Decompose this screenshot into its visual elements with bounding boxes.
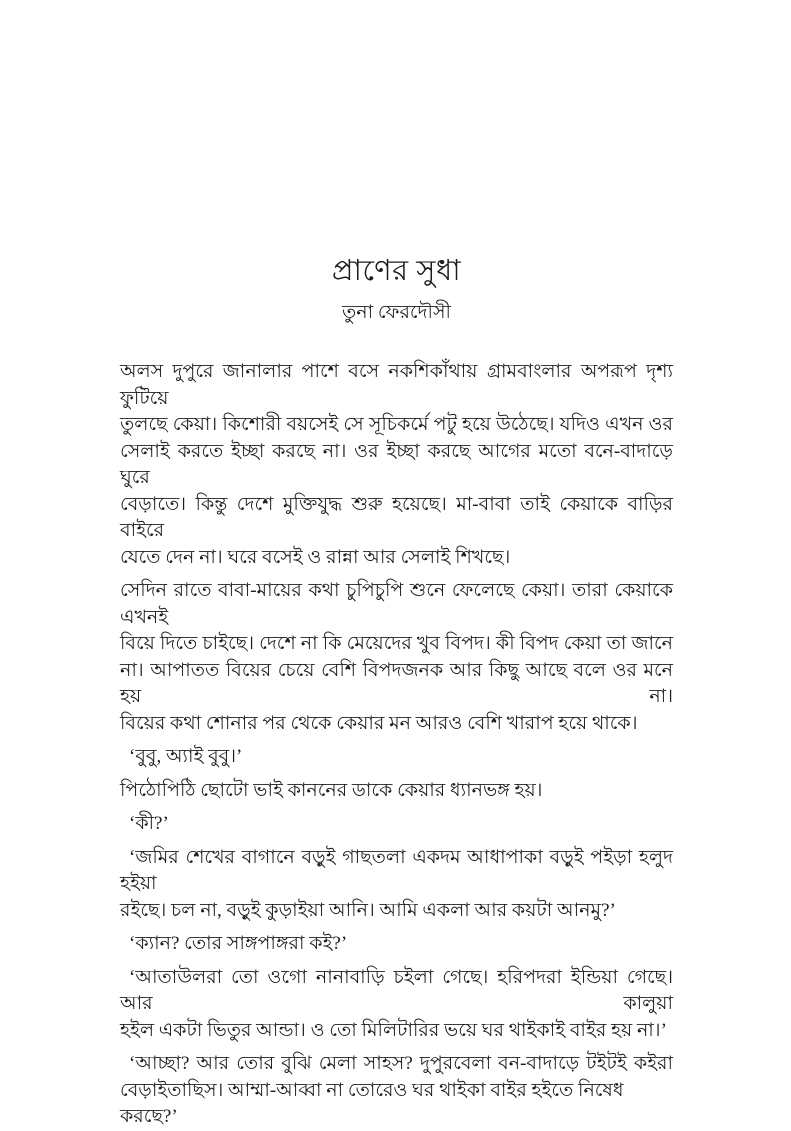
text-line: বিয়ে দিতে চাইছে। দেশে না কি মেয়েদের খুব বিপদ। কী বিপদ কেয়া তা জানে	[120, 633, 673, 654]
text-line: বিয়ের কথা শোনার পর থেকে কেয়ার মন আরও বেশি খারাপ হয়ে থাকে।	[120, 712, 638, 734]
text-line: পিঠোপিঠি ছোটো ভাই কাননের ডাকে কেয়ার ধ্যানভঙ্গ হয়।	[120, 779, 543, 801]
text-line: না। আপাতত বিয়ের চেয়ে বেশি বিপদজনক আর কিছু আছে বলে ওর মনে হয় না।	[120, 659, 673, 707]
text-line: ‘ক্যান? তোর সাঙ্গপাঙ্গরা কই?’	[129, 933, 348, 954]
dialogue-paragraph	[120, 965, 673, 1045]
text-line: ‘বুবু, অ্যাই বুবু।’	[129, 746, 243, 767]
text-line: বেড়াইতাছিস। আম্মা-আব্বা না তোরেও ঘর থাইকা বাইর হইতে নিষেধ করছে?’	[120, 1079, 624, 1127]
text-line: সেলাই করতে ইচ্ছা করছে না। ওর ইচ্ছা করছে আগের মতো বনে-বাদাড়ে ঘুরে	[120, 440, 673, 488]
text-line: ‘জমির শেখের বাগানে বড়ুই গাছতলা একদম আধাপাকা বড়ুই পইড়া হলুদ হইয়া	[120, 846, 673, 894]
text-line: ‘কী?’	[129, 813, 169, 834]
paragraph	[120, 359, 673, 571]
text-line: ‘আতাউলরা তো ওগো নানাবাড়ি চইলা গেছে। হরিপদরা ইন্ডিয়া গেছে। আর কালুয়া	[120, 966, 673, 1014]
story-title: প্রাণের সুধা	[331, 255, 462, 287]
paragraph	[120, 778, 673, 805]
text-line: অলস দুপুরে জানালার পাশে বসে নকশিকাঁথায় গ্রামবাংলার অপরূপ দৃশ্য ফুটিয়ে	[120, 361, 673, 409]
dialogue-paragraph	[120, 811, 673, 838]
dialogue-paragraph	[120, 931, 673, 958]
dialogue-paragraph	[120, 744, 673, 771]
story-body	[120, 359, 673, 1131]
story-author: তুনা ফেরদৌসী	[342, 302, 451, 323]
dialogue-paragraph	[120, 845, 673, 925]
text-line: তুলছে কেয়া। কিশোরী বয়সেই সে সূচিকর্মে পটু হয়ে উঠেছে। যদিও এখন ওর	[120, 414, 673, 435]
text-line: রইছে। চল না, বড়ুই কুড়াইয়া আনি। আমি একলা আর কয়টা আনমু?’	[120, 899, 616, 921]
dialogue-paragraph	[120, 1051, 673, 1131]
text-line: হইল একটা ভিতুর আন্ডা। ও তো মিলিটারির ভয়ে ঘর থাইকাই বাইর হয় না।’	[120, 1019, 667, 1041]
text-line: বেড়াতে। কিন্তু দেশে মুক্তিযুদ্ধ শুরু হয়েছে। মা-বাবা তাই কেয়াকে বাড়ির বাইরে	[120, 493, 673, 541]
text-line: সেদিন রাতে বাবা-মায়ের কথা চুপিচুপি শুনে ফেলেছে কেয়া। তারা কেয়াকে এখনই	[120, 580, 673, 628]
text-line: ‘আচ্ছা? আর তোর বুঝি মেলা সাহস? দুপুরবেলা বন-বাদাড়ে টইটই কইরা	[129, 1053, 673, 1074]
paragraph	[120, 578, 673, 737]
text-line: যেতে দেন না। ঘরে বসেই ও রান্না আর সেলাই শিখছে।	[120, 546, 511, 568]
